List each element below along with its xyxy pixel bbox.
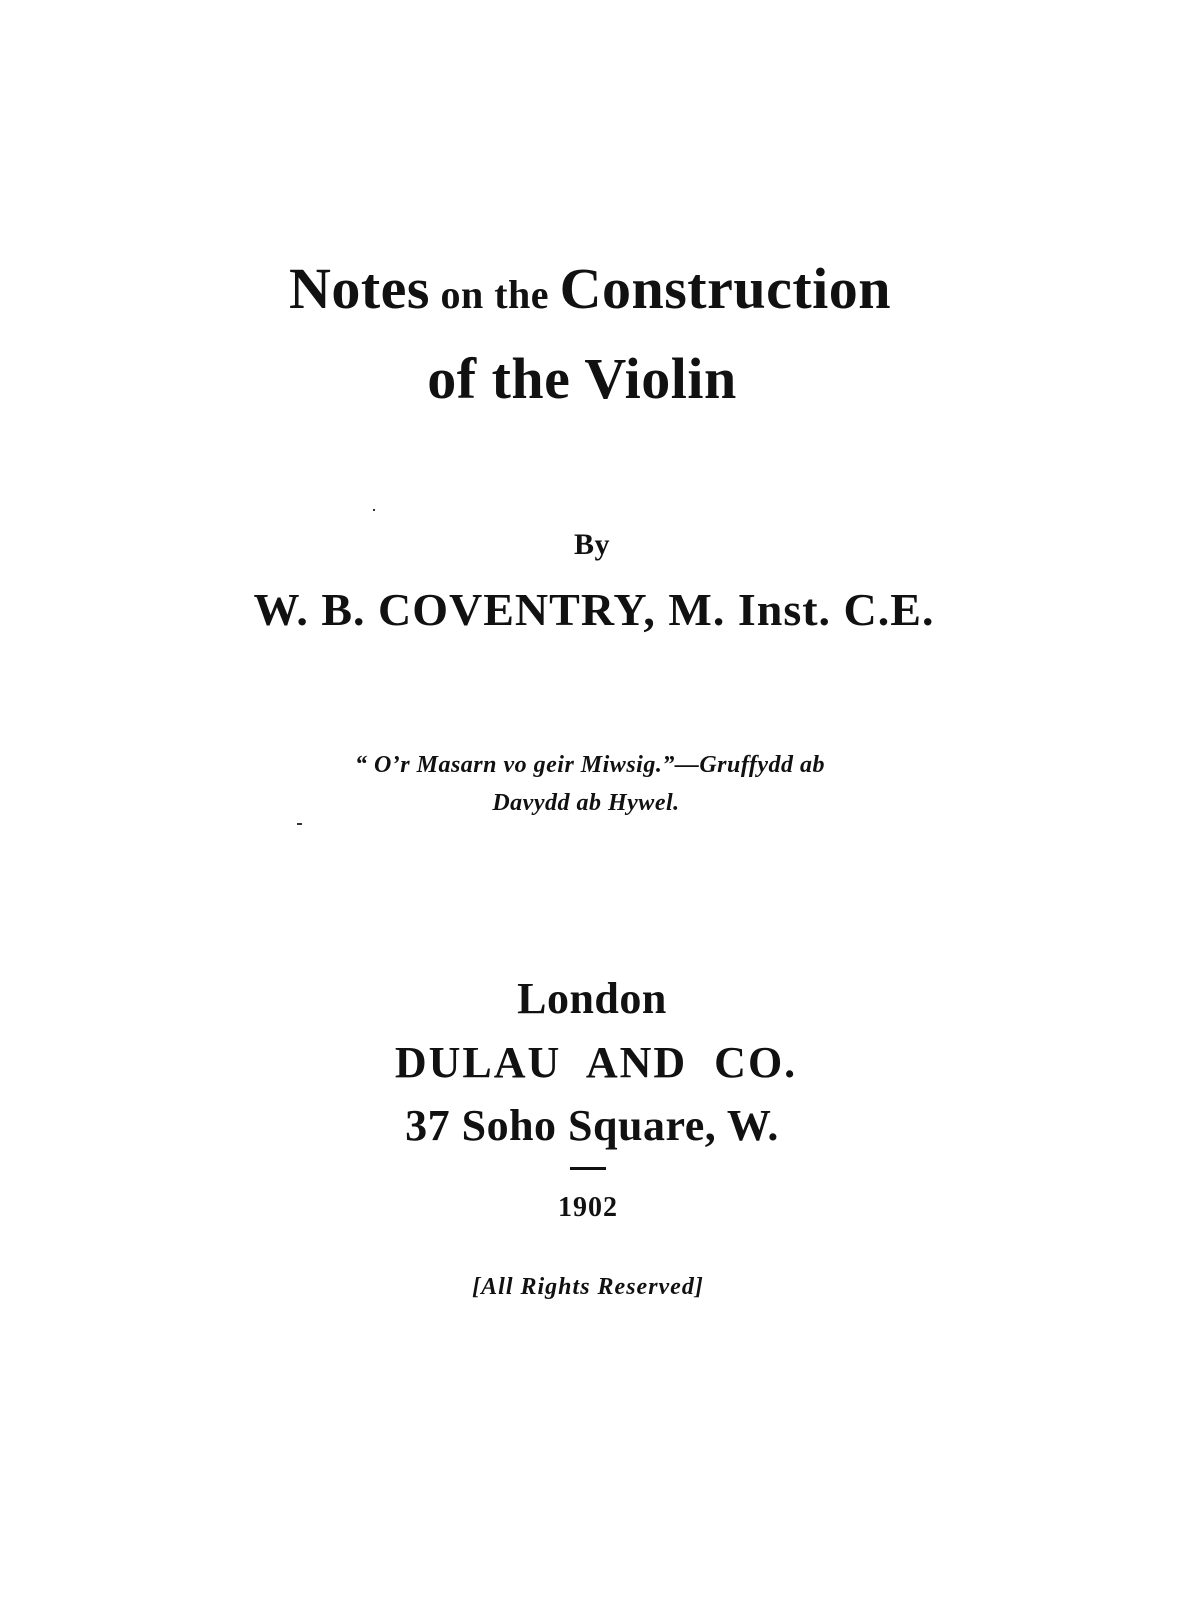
imprint-publisher: DULAU AND CO. [394,1038,798,1087]
book-title-line-1 [289,255,891,322]
title-words-on-the: on the [429,272,560,317]
imprint-address: 37 Soho Square, W. [405,1101,779,1150]
imprint-year: 1902 [558,1192,618,1223]
imprint-city: London [517,974,667,1023]
by-label: By [573,528,611,561]
title-word-notes: Notes [288,256,430,321]
print-speck [373,509,375,511]
book-title-line-2: of the Violin [427,346,737,411]
epigraph-line-2: Davydd ab Hywel. [492,790,680,816]
print-speck [297,823,302,825]
epigraph-line-1: “ O’r Masarn vo geir Miwsig.”—Gruffydd ab [354,752,826,778]
divider-rule [570,1167,606,1170]
rights-notice: [All Rights Reserved] [472,1274,704,1300]
author-name: W. B. COVENTRY, M. Inst. C.E. [253,584,935,635]
title-word-construction: Construction [559,256,892,321]
